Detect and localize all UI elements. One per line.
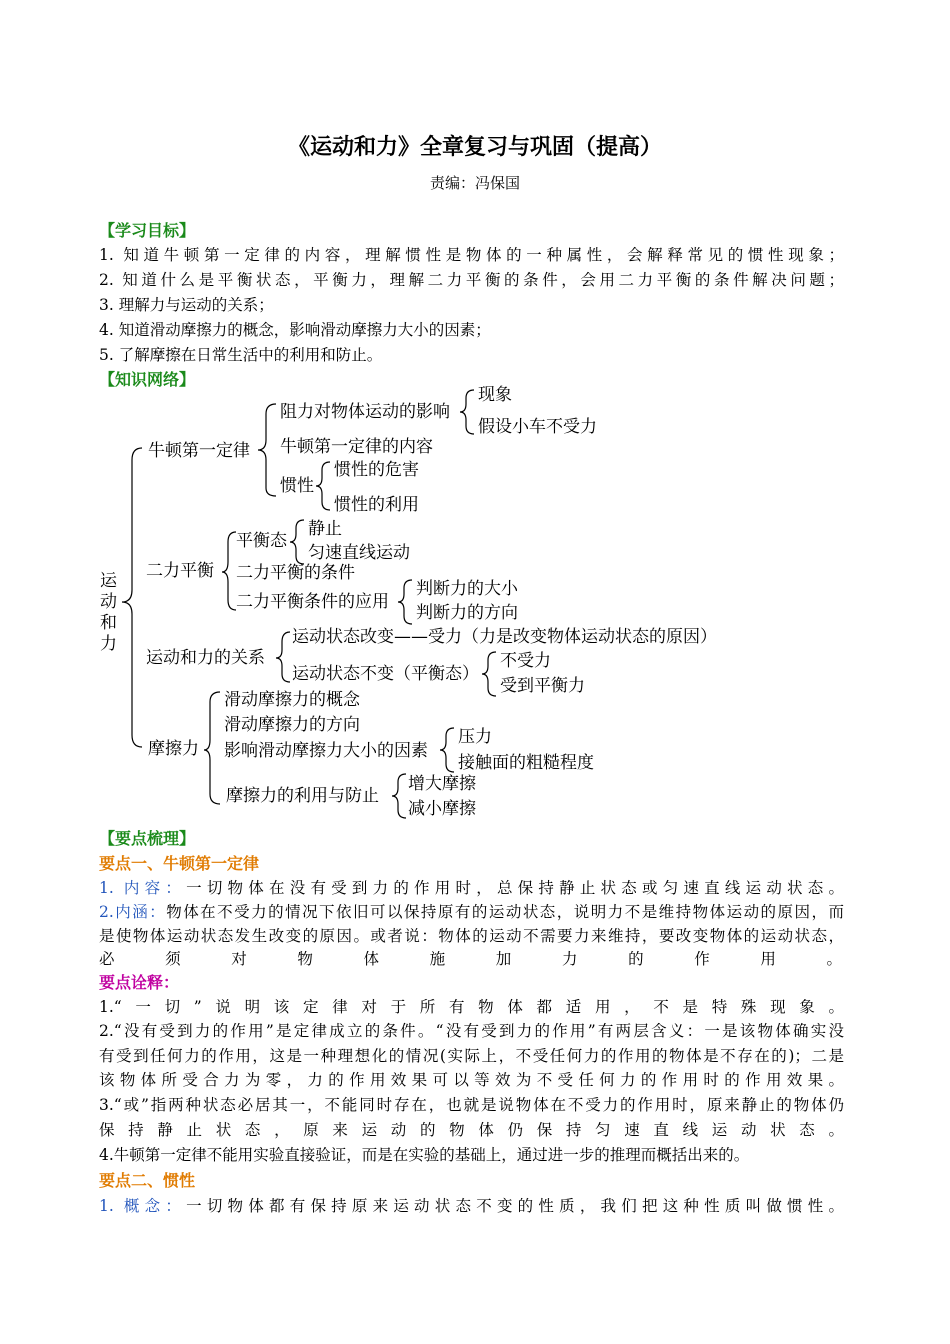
exp-line5: 3.“或”指两种状态必居其一，不能同时存在，也就是说物体在不受力的作用时，原来静止的物体仍 bbox=[99, 1096, 844, 1114]
node-friction-use: 摩擦力的利用与防止 bbox=[226, 786, 379, 806]
node-newton: 牛顿第一定律 bbox=[148, 441, 250, 461]
node-roughness: 接触面的粗糙程度 bbox=[458, 753, 594, 773]
goal-item-3: 3. 理解力与运动的关系； bbox=[99, 296, 274, 314]
network-heading: 【知识网络】 bbox=[99, 370, 196, 389]
points-heading: 【要点梳理】 bbox=[99, 829, 196, 848]
goal-item-5: 5. 了解摩擦在日常生活中的利用和防止。 bbox=[99, 346, 383, 364]
node-balance-cond: 二力平衡的条件 bbox=[236, 563, 355, 583]
node-friction: 摩擦力 bbox=[148, 739, 199, 759]
main-brace bbox=[122, 448, 142, 747]
exp-line1: 1.“一切”说明该定律对于所有物体都适用，不是特殊现象。 bbox=[99, 998, 844, 1016]
point1-line2 bbox=[99, 900, 844, 922]
point2-line1-text: 一切物体都有保持原来运动状态不变的性质，我们把这种性质叫做惯性。 bbox=[186, 1197, 844, 1215]
node-phenomenon: 现象 bbox=[478, 385, 512, 405]
point1-line2-label: 2.内涵： bbox=[99, 903, 167, 921]
node-friction-concept: 滑动摩擦力的概念 bbox=[224, 690, 360, 710]
point1-line1-label: 1. 内容： bbox=[99, 879, 187, 897]
brace-balance-state bbox=[290, 520, 304, 564]
exp-line3: 有受到任何力的作用，这是一种理想化的情况(实际上，不受任何力的作用的物体是不存在的)；二是 bbox=[99, 1047, 844, 1065]
brace-friction-use bbox=[392, 774, 406, 818]
node-judge-dir: 判断力的方向 bbox=[416, 603, 518, 623]
node-resistance: 阻力对物体运动的影响 bbox=[280, 402, 450, 422]
goals-heading: 【学习目标】 bbox=[99, 221, 196, 240]
brace-newton bbox=[258, 404, 276, 496]
node-friction-dir: 滑动摩擦力的方向 bbox=[224, 715, 360, 735]
point1-line4: 必须对物体施加力的作用。 bbox=[99, 950, 844, 968]
point2-line1-label: 1. 概念： bbox=[99, 1197, 187, 1215]
node-inertia-harm: 惯性的危害 bbox=[334, 460, 419, 480]
root-label-3: 和 bbox=[100, 613, 117, 633]
exp-line4: 该物体所受合力为零，力的作用效果可以等效为不受任何力的作用时的作用效果。 bbox=[99, 1071, 844, 1089]
node-uniform: 匀速直线运动 bbox=[308, 543, 410, 563]
node-pressure: 压力 bbox=[458, 727, 492, 747]
root-label-1: 运 bbox=[100, 571, 117, 591]
exp-line7: 4.牛顿第一定律不能用实验直接验证，而是在实验的基础上，通过进一步的推理而概括出来的。 bbox=[99, 1146, 750, 1164]
goal-item-2: 2. 知道什么是平衡状态，平衡力，理解二力平衡的条件，会用二力平衡的条件解决问题； bbox=[99, 271, 844, 289]
root-label-2: 动 bbox=[100, 592, 117, 612]
node-balance-app: 二力平衡条件的应用 bbox=[236, 592, 389, 612]
exp-line2: 2.“没有受到力的作用”是定律成立的条件。“没有受到力的作用”有两层含义：一是该物体确实没 bbox=[99, 1022, 844, 1040]
brace-balance bbox=[222, 532, 236, 610]
point1-title: 要点一、牛顿第一定律 bbox=[99, 854, 260, 873]
node-relation: 运动和力的关系 bbox=[146, 648, 265, 668]
point1-line2-text: 物体在不受力的情况下依旧可以保持原有的运动状态，说明力不是维持物体运动的原因，而 bbox=[166, 903, 844, 921]
root-label-4: 力 bbox=[100, 634, 117, 654]
node-increase-friction: 增大摩擦 bbox=[408, 774, 476, 794]
node-decrease-friction: 减小摩擦 bbox=[408, 799, 476, 819]
brace-state-keep bbox=[482, 652, 496, 696]
goal-item-1: 1. 知道牛顿第一定律的内容，理解惯性是物体的一种属性，会解释常见的惯性现象； bbox=[99, 246, 844, 264]
node-balance-state: 平衡态 bbox=[236, 531, 287, 551]
node-balance: 二力平衡 bbox=[146, 561, 214, 581]
brace-relation bbox=[276, 632, 290, 682]
node-judge-size: 判断力的大小 bbox=[416, 579, 518, 599]
brace-balance-app bbox=[398, 580, 412, 624]
node-no-force: 不受力 bbox=[500, 651, 551, 671]
node-newton-content: 牛顿第一定律的内容 bbox=[280, 437, 433, 457]
point1-line1-text: 一切物体在没有受到力的作用时，总保持静止状态或匀速直线运动状态。 bbox=[186, 879, 844, 897]
node-static: 静止 bbox=[308, 519, 342, 539]
goal-item-4: 4. 知道滑动摩擦力的概念，影响滑动摩擦力大小的因素； bbox=[99, 321, 491, 339]
node-state-keep: 运动状态不变（平衡态） bbox=[292, 664, 479, 684]
node-inertia-use: 惯性的利用 bbox=[334, 495, 419, 515]
editor-line: 责编：冯保国 bbox=[429, 174, 520, 192]
node-assume: 假设小车不受力 bbox=[478, 417, 597, 437]
brace-friction bbox=[204, 692, 220, 804]
node-friction-factors: 影响滑动摩擦力大小的因素 bbox=[224, 741, 428, 761]
page-title: 《运动和力》全章复习与巩固（提高） bbox=[287, 134, 662, 160]
node-state-change: 运动状态改变——受力（力是改变物体运动状态的原因） bbox=[292, 627, 717, 647]
exp-line6: 保持静止状态，原来运动的物体仍保持匀速直线运动状态。 bbox=[99, 1121, 844, 1139]
point1-line3: 是使物体运动状态发生改变的原因。或者说：物体的运动不需要力来维持，要改变物体的运动状态， bbox=[99, 927, 844, 945]
point2-title: 要点二、惯性 bbox=[99, 1171, 196, 1190]
knowledge-network-diagram bbox=[0, 380, 950, 820]
brace-inertia bbox=[316, 462, 330, 510]
node-inertia: 惯性 bbox=[280, 476, 314, 496]
point2-line1 bbox=[99, 1194, 844, 1216]
brace-resistance bbox=[460, 390, 474, 434]
point1-line1 bbox=[99, 876, 844, 898]
brace-friction-factors bbox=[440, 728, 454, 772]
node-balanced-force: 受到平衡力 bbox=[500, 676, 585, 696]
explanation-title: 要点诠释： bbox=[99, 973, 180, 992]
